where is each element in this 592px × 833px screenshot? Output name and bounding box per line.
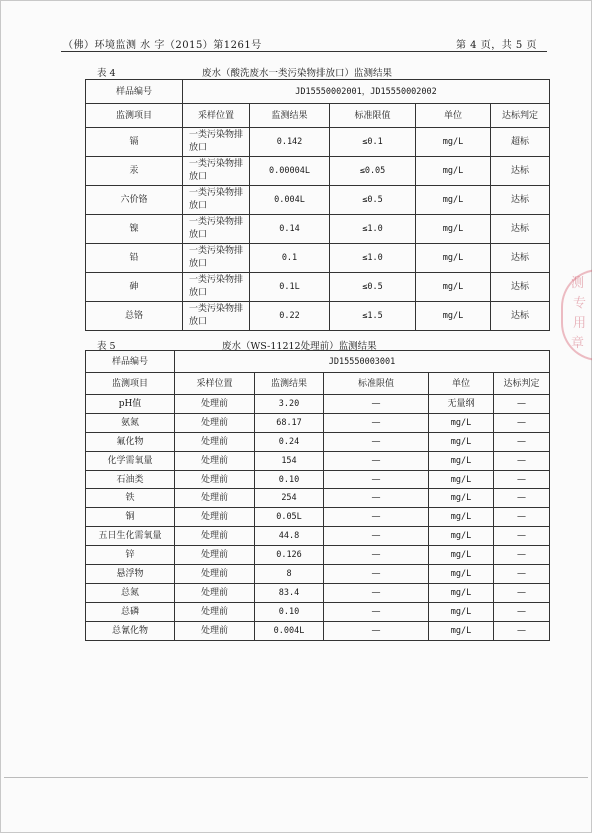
sample-id: JD15550003001 [175,351,550,373]
cell-item: pH值 [86,395,175,414]
cell-result: 0.126 [255,546,324,565]
cell-item: 总磷 [86,602,175,621]
cell-location: 一类污染物排放口 [183,215,250,244]
col-header: 达标判定 [491,104,550,128]
table-row [86,470,550,489]
cell-item: 悬浮物 [86,565,175,584]
table5-header-row [86,373,550,395]
cell-result: 44.8 [255,527,324,546]
table-row [86,128,550,157]
cell-result: 83.4 [255,583,324,602]
cell-limit: — [324,413,429,432]
cell-item: 总氮 [86,583,175,602]
cell-judgement: 达标 [491,273,550,302]
cell-limit: — [324,583,429,602]
table-row [86,508,550,527]
cell-location: 一类污染物排放口 [183,244,250,273]
cell-unit: mg/L [429,527,494,546]
cell-result: 8 [255,565,324,584]
col-header: 标准限值 [324,373,429,395]
cell-result: 254 [255,489,324,508]
cell-item: 氨氮 [86,413,175,432]
cell-result: 0.1L [250,273,330,302]
cell-item: 镉 [86,128,183,157]
cell-judgement: — [494,508,550,527]
cell-item: 五日生化需氧量 [86,527,175,546]
table4-sample-row [86,80,550,104]
table5 [85,350,550,641]
table-row [86,489,550,508]
seal-char: 专 [573,296,587,311]
cell-location: 处理前 [175,546,255,565]
table-row [86,215,550,244]
cell-judgement: — [494,565,550,584]
cell-judgement: — [494,432,550,451]
cell-limit: ≤0.1 [330,128,416,157]
table-row [86,157,550,186]
cell-limit: ≤1.0 [330,215,416,244]
sample-id: JD15550002001，JD15550002002 [183,80,550,104]
col-header: 监测结果 [255,373,324,395]
seal-char: 章 [571,336,585,351]
cell-item: 砷 [86,273,183,302]
cell-item: 总铬 [86,302,183,331]
cell-unit: mg/L [429,621,494,640]
footer-divider [4,777,588,778]
cell-location: 处理前 [175,413,255,432]
col-header: 采样位置 [183,104,250,128]
seal-char: 测 [571,276,585,291]
cell-item: 铅 [86,244,183,273]
cell-judgement: — [494,546,550,565]
cell-item: 总氰化物 [86,621,175,640]
table5-sample-row [86,351,550,373]
cell-location: 处理前 [175,489,255,508]
table-row [86,395,550,414]
cell-limit: — [324,527,429,546]
col-header: 监测项目 [86,104,183,128]
cell-unit: mg/L [429,508,494,527]
cell-unit: mg/L [416,128,491,157]
cell-limit: ≤0.5 [330,186,416,215]
cell-location: 一类污染物排放口 [183,128,250,157]
table-row [86,602,550,621]
cell-item: 铁 [86,489,175,508]
cell-item: 石油类 [86,470,175,489]
cell-unit: mg/L [429,470,494,489]
cell-result: 3.20 [255,395,324,414]
cell-judgement: — [494,489,550,508]
cell-result: 0.14 [250,215,330,244]
table4-header-row [86,104,550,128]
col-header: 标准限值 [330,104,416,128]
cell-limit: — [324,602,429,621]
cell-judgement: 达标 [491,157,550,186]
cell-result: 0.10 [255,602,324,621]
cell-limit: — [324,621,429,640]
cell-judgement: — [494,470,550,489]
cell-judgement: 达标 [491,186,550,215]
cell-unit: mg/L [429,546,494,565]
table-row [86,273,550,302]
table-row [86,583,550,602]
cell-limit: ≤0.5 [330,273,416,302]
cell-item: 汞 [86,157,183,186]
cell-limit: ≤0.05 [330,157,416,186]
sample-label: 样品编号 [86,351,175,373]
cell-judgement: — [494,527,550,546]
table4-title: 废水（酸洗废水一类污染物排放口）监测结果 [202,68,393,79]
cell-limit: — [324,546,429,565]
cell-judgement: — [494,583,550,602]
report-number: （佛）环境监测 水 字（2015）第1261号 [63,40,262,51]
cell-limit: — [324,489,429,508]
cell-result: 68.17 [255,413,324,432]
cell-location: 处理前 [175,470,255,489]
cell-unit: 无量纲 [429,395,494,414]
table-row [86,565,550,584]
cell-unit: mg/L [429,602,494,621]
table-row [86,432,550,451]
cell-result: 154 [255,451,324,470]
col-header: 达标判定 [494,373,550,395]
cell-location: 一类污染物排放口 [183,157,250,186]
cell-location: 一类污染物排放口 [183,273,250,302]
cell-result: 0.142 [250,128,330,157]
table-row [86,546,550,565]
cell-judgement: 超标 [491,128,550,157]
cell-location: 处理前 [175,565,255,584]
cell-unit: mg/L [416,186,491,215]
cell-location: 处理前 [175,527,255,546]
cell-unit: mg/L [429,432,494,451]
cell-unit: mg/L [429,583,494,602]
col-header: 监测结果 [250,104,330,128]
cell-result: 0.05L [255,508,324,527]
cell-location: 处理前 [175,395,255,414]
sample-label: 样品编号 [86,80,183,104]
cell-result: 0.004L [250,186,330,215]
cell-item: 镍 [86,215,183,244]
cell-location: 一类污染物排放口 [183,302,250,331]
cell-judgement: 达标 [491,215,550,244]
cell-unit: mg/L [416,157,491,186]
cell-unit: mg/L [429,565,494,584]
cell-limit: — [324,565,429,584]
cell-result: 0.1 [250,244,330,273]
col-header: 单位 [429,373,494,395]
table-row [86,621,550,640]
cell-limit: — [324,508,429,527]
cell-unit: mg/L [416,302,491,331]
cell-unit: mg/L [429,489,494,508]
cell-unit: mg/L [416,273,491,302]
cell-unit: mg/L [429,413,494,432]
cell-result: 0.00004L [250,157,330,186]
cell-location: 处理前 [175,602,255,621]
cell-item: 铜 [86,508,175,527]
cell-unit: mg/L [416,244,491,273]
cell-location: 一类污染物排放口 [183,186,250,215]
cell-judgement: — [494,413,550,432]
page-indicator: 第 4 页，共 5 页 [456,40,537,51]
table-row [86,302,550,331]
cell-location: 处理前 [175,432,255,451]
cell-limit: ≤1.5 [330,302,416,331]
table5-title: 废水（WS-11212处理前）监测结果 [222,341,377,352]
seal-char: 用 [573,316,587,331]
cell-unit: mg/L [429,451,494,470]
cell-limit: — [324,470,429,489]
cell-limit: — [324,451,429,470]
col-header: 单位 [416,104,491,128]
cell-location: 处理前 [175,451,255,470]
cell-judgement: 达标 [491,302,550,331]
table4-number: 表 4 [97,68,116,79]
cell-limit: — [324,432,429,451]
table-row [86,527,550,546]
cell-location: 处理前 [175,621,255,640]
cell-limit: — [324,395,429,414]
cell-result: 0.22 [250,302,330,331]
cell-location: 处理前 [175,508,255,527]
cell-judgement: — [494,602,550,621]
cell-judgement: — [494,621,550,640]
cell-item: 氟化物 [86,432,175,451]
cell-unit: mg/L [416,215,491,244]
table-row [86,413,550,432]
cell-result: 0.10 [255,470,324,489]
cell-result: 0.24 [255,432,324,451]
table-row [86,186,550,215]
official-seal-stamp [561,269,592,361]
table5-number: 表 5 [97,341,116,352]
table4 [85,79,550,331]
table-row [86,244,550,273]
header-divider [61,51,547,52]
table4-caption [97,65,392,79]
cell-item: 锌 [86,546,175,565]
cell-limit: ≤1.0 [330,244,416,273]
cell-item: 六价铬 [86,186,183,215]
cell-judgement: 达标 [491,244,550,273]
cell-location: 处理前 [175,583,255,602]
cell-item: 化学需氧量 [86,451,175,470]
cell-result: 0.004L [255,621,324,640]
col-header: 监测项目 [86,373,175,395]
table-row [86,451,550,470]
cell-judgement: — [494,395,550,414]
col-header: 采样位置 [175,373,255,395]
cell-judgement: — [494,451,550,470]
